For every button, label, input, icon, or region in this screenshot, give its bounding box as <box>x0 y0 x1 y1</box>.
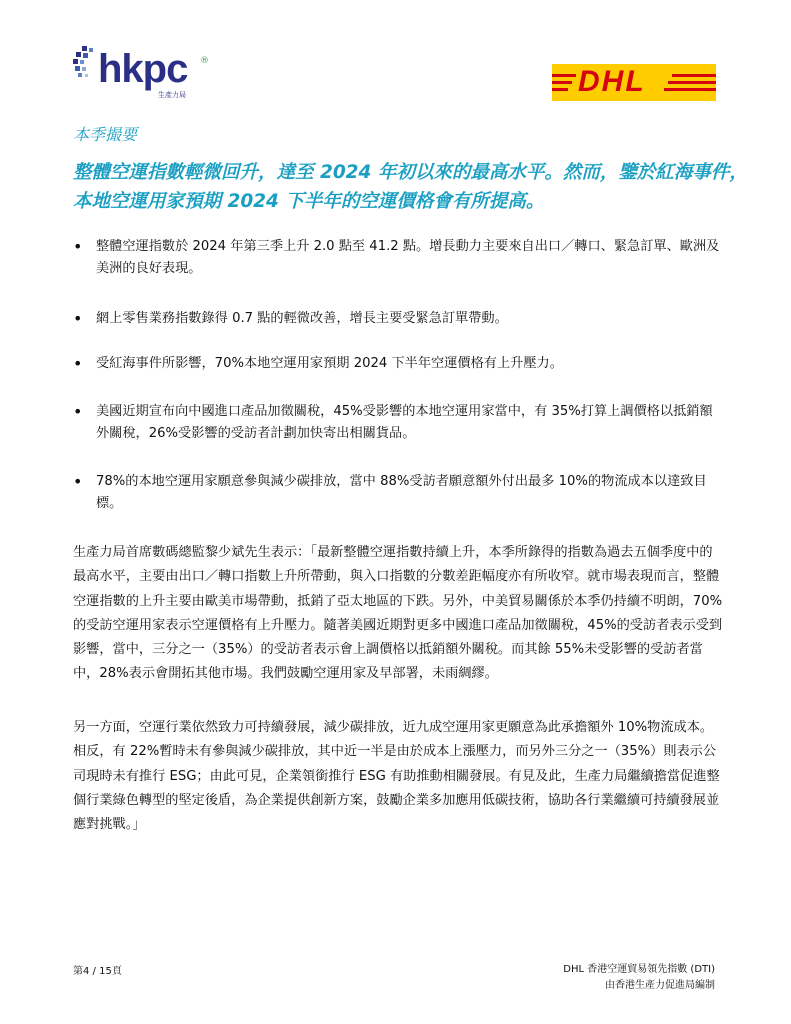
bullet-dot-icon: • <box>73 402 83 421</box>
dhl-stripe <box>668 81 716 84</box>
hkpc-wordmark: hkpc <box>98 47 188 91</box>
bullet-dot-icon: • <box>73 472 83 491</box>
footer-subtitle: 由香港生產力促進局編制 <box>605 980 715 991</box>
dhl-wordmark: DHL <box>578 65 646 98</box>
footer-title: DHL 香港空運貿易領先指數 (DTI) <box>563 964 715 975</box>
body-paragraph: 另一方面，空運行業依然致力可持續發展，減少碳排放，近九成空運用家更願意為此承擔額外 10%物流成本。相反，有 22%暫時未有參與減少碳排放，其中近一半是由於成本上漲壓力，而另外三分之一（35%）則表示公司現時未有推行 ESG；由此可見，企業領銜推行 ESG 有助推動相關發展。有見及此，生產力局繼續擔當促進整個行業綠色轉型的堅定後盾，為企業提供創新方案，鼓勵企業多加應用低碳技術，協助各行業繼續可持續發展並應對挑戰。」 <box>73 720 720 833</box>
page-number: 第4 / 15頁 <box>73 966 122 977</box>
dhl-stripe <box>672 74 716 77</box>
bullet-text: 受紅海事件所影響，70%本地空運用家預期 2024 下半年空運價格有上升壓力。 <box>96 356 563 371</box>
bullet-text: 網上零售業務指數錄得 0.7 點的輕微改善，增長主要受緊急訂單帶動。 <box>96 311 508 326</box>
section-title: 本季撮要 <box>73 125 138 144</box>
quote-paragraph: 生產力局首席數碼總監黎少斌先生表示：「最新整體空運指數持續上升，本季所錄得的指數為過去五個季度中的最高水平，主要由出口／轉口指數上升所帶動，與入口指數的分數差距幅度亦有所收窄。就市場表現而言，整體空運指數的上升主要由歐美市場帶動，抵銷了亞太地區的下跌。另外，中美貿易關係於本季仍持續不明朗，70%的受訪空運用家表示空運價格有上升壓力。隨著美國近期對更多中國進口產品加徵關稅，45%的受訪者表示受到影響，當中，三分之一（35%）的受訪者表示會上調價格以抵銷額外關稅。而其餘 55%未受影響的受訪者當中，28%表示會開拓其他市場。我們鼓勵空運用家及早部署，未雨綢繆。 <box>73 545 723 682</box>
hkpc-pixel-icon <box>72 44 98 88</box>
bullet-text: 整體空運指數於 2024 年第三季上升 2.0 點至 41.2 點。增長動力主要來自出口／轉口、緊急訂單、歐洲及美洲的良好表現。 <box>96 239 720 276</box>
headline <box>73 158 748 216</box>
registered-mark: ® <box>200 56 209 66</box>
bullet-text: 78%的本地空運用家願意參與減少碳排放，當中 88%受訪者願意額外付出最多 10%的物流成本以達致目標。 <box>96 474 707 511</box>
dhl-stripe <box>552 81 572 84</box>
dhl-stripe <box>552 88 568 91</box>
bullet-text: 美國近期宣布向中國進口產品加徵關稅，45%受影響的本地空運用家當中，有 35%打算上調價格以抵銷額外關稅，26%受影響的受訪者計劃加快寄出相關貨品。 <box>96 404 713 441</box>
bullet-dot-icon: • <box>73 237 83 256</box>
hkpc-logo <box>72 44 212 106</box>
hkpc-subtitle: 生產力局 <box>158 91 186 99</box>
headline-line: 本地空運用家預期 2024 下半年的空運價格會有所提高。 <box>73 191 545 212</box>
bullet-dot-icon: • <box>73 354 83 373</box>
dhl-stripe <box>552 74 576 77</box>
footer-credit <box>563 962 715 994</box>
dhl-stripe <box>664 88 716 91</box>
dhl-logo <box>552 64 716 101</box>
bullet-dot-icon: • <box>73 309 83 328</box>
headline-line: 整體空運指數輕微回升，達至 2024 年初以來的最高水平。然而，鑒於紅海事件， <box>73 162 748 183</box>
